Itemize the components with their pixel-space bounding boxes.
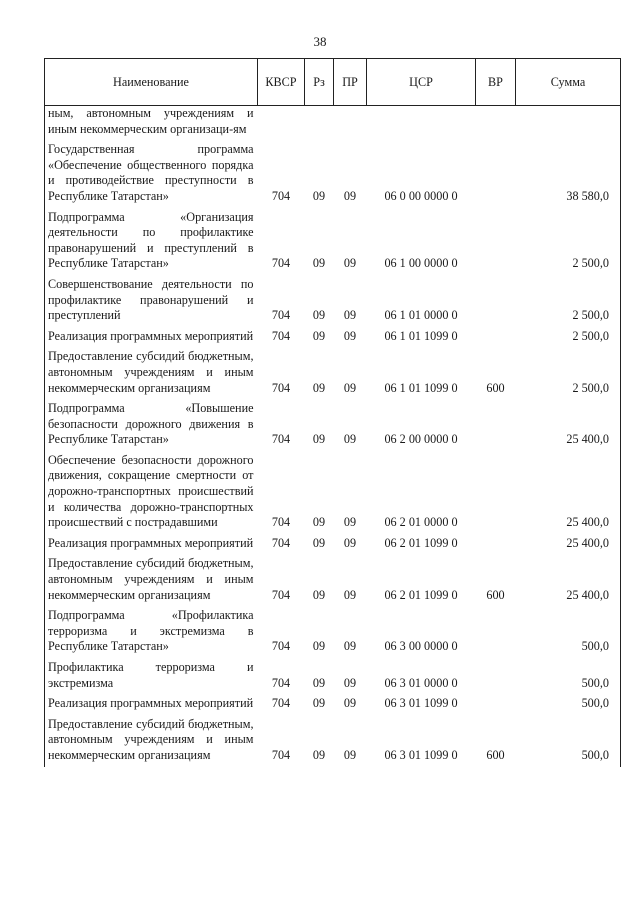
row-pr: 09 (343, 308, 357, 323)
row-kvsr: 704 (271, 188, 291, 203)
header-csr: ЦСР (367, 59, 476, 106)
header-sum: Сумма (516, 59, 621, 106)
table-row (45, 554, 621, 606)
header-vr: ВР (476, 59, 516, 106)
row-rz: 09 (312, 587, 326, 602)
row-rz: 09 (312, 696, 326, 711)
row-pr: 09 (343, 328, 357, 343)
row-pr: 09 (343, 696, 357, 711)
row-rz: 09 (312, 675, 326, 690)
table-row (45, 606, 621, 658)
header-pr: ПР (334, 59, 367, 106)
row-csr (367, 106, 476, 141)
table-row (45, 399, 621, 451)
row-rz: 09 (312, 328, 326, 343)
row-csr: 06 2 01 1099 0 (384, 587, 458, 602)
row-vr (476, 140, 516, 207)
table-header (45, 59, 621, 106)
row-vr (476, 534, 516, 555)
row-csr: 06 2 00 0000 0 (384, 432, 458, 447)
row-pr: 09 (343, 188, 357, 203)
row-sum: 25 400,0 (516, 554, 621, 606)
row-kvsr: 704 (271, 308, 291, 323)
row-csr: 06 1 01 1099 0 (384, 380, 458, 395)
table-body (45, 106, 621, 767)
row-kvsr: 704 (271, 515, 291, 530)
row-csr: 06 3 00 0000 0 (384, 639, 458, 654)
table-row (45, 534, 621, 555)
row-rz: 09 (312, 515, 326, 530)
row-name: Реализация программных мероприятий (45, 534, 258, 555)
row-kvsr: 704 (271, 639, 291, 654)
row-vr (476, 451, 516, 534)
row-pr: 09 (343, 747, 357, 762)
row-vr (476, 275, 516, 327)
row-vr (476, 694, 516, 715)
row-pr: 09 (343, 535, 357, 550)
row-sum: 25 400,0 (516, 399, 621, 451)
row-sum: 25 400,0 (516, 534, 621, 555)
row-kvsr: 704 (271, 432, 291, 447)
row-vr (476, 658, 516, 694)
row-pr: 09 (343, 256, 357, 271)
table-row (45, 106, 621, 141)
budget-table (44, 58, 621, 767)
table-row (45, 275, 621, 327)
row-name: Предоставление субсидий бюджетным, автономным учреждениям и иным некоммерческим организациям (45, 347, 258, 399)
row-csr: 06 1 00 0000 0 (384, 256, 458, 271)
page-number: 38 (313, 34, 327, 49)
row-sum: 2 500,0 (516, 327, 621, 348)
row-kvsr: 704 (271, 587, 291, 602)
row-csr: 06 0 00 0000 0 (384, 188, 458, 203)
table-row (45, 658, 621, 694)
row-sum: 25 400,0 (516, 451, 621, 534)
table-row (45, 451, 621, 534)
row-name: ным, автономным учреждениям и иным некоммерческим организаци-ям (45, 106, 258, 141)
row-vr (476, 399, 516, 451)
row-sum: 38 580,0 (516, 140, 621, 207)
table-row (45, 347, 621, 399)
row-kvsr: 704 (271, 696, 291, 711)
row-sum: 500,0 (516, 658, 621, 694)
row-name: Реализация программных мероприятий (45, 327, 258, 348)
table-row (45, 327, 621, 348)
row-pr: 09 (343, 639, 357, 654)
row-pr: 09 (343, 515, 357, 530)
row-sum (516, 106, 621, 141)
row-name: Государственная программа «Обеспечение общественного порядка и противодействие преступности в Республике Татарстан» (45, 140, 258, 207)
row-pr: 09 (343, 675, 357, 690)
table-row (45, 208, 621, 275)
table-row (45, 140, 621, 207)
row-sum: 500,0 (516, 715, 621, 767)
row-rz (305, 106, 334, 141)
header-kvsr: КВСР (258, 59, 305, 106)
row-sum: 500,0 (516, 694, 621, 715)
row-sum: 2 500,0 (516, 275, 621, 327)
row-sum: 500,0 (516, 606, 621, 658)
row-kvsr: 704 (271, 380, 291, 395)
row-vr (476, 208, 516, 275)
row-name: Предоставление субсидий бюджетным, автономным учреждениям и иным некоммерческим организациям (45, 554, 258, 606)
row-kvsr: 704 (271, 747, 291, 762)
row-vr: 600 (486, 747, 505, 762)
row-vr (476, 327, 516, 348)
row-kvsr: 704 (271, 256, 291, 271)
row-rz: 09 (312, 380, 326, 395)
table-row (45, 715, 621, 767)
row-name: Обеспечение безопасности дорожного движения, сокращение смертности от дорожно-транспортных происшествий и количества дорожно-транспортных происшествий с пострадавшими (45, 451, 258, 534)
row-csr: 06 1 01 1099 0 (384, 328, 458, 343)
row-pr: 09 (343, 380, 357, 395)
row-csr: 06 3 01 1099 0 (384, 747, 458, 762)
row-vr (476, 606, 516, 658)
row-rz: 09 (312, 535, 326, 550)
header-rz: Рз (305, 59, 334, 106)
row-kvsr: 704 (271, 535, 291, 550)
row-csr: 06 2 01 0000 0 (384, 515, 458, 530)
row-pr: 09 (343, 432, 357, 447)
row-name: Реализация программных мероприятий (45, 694, 258, 715)
row-name: Подпрограмма «Повышение безопасности дорожного движения в Республике Татарстан» (45, 399, 258, 451)
row-pr: 09 (343, 587, 357, 602)
row-vr (476, 106, 516, 141)
row-vr: 600 (486, 587, 505, 602)
row-name: Совершенствование деятельности по профилактике правонарушений и преступлений (45, 275, 258, 327)
row-rz: 09 (312, 256, 326, 271)
row-csr: 06 3 01 0000 0 (384, 675, 458, 690)
row-rz: 09 (312, 639, 326, 654)
row-name: Профилактика терроризма и экстремизма (45, 658, 258, 694)
header-name: Наименование (45, 59, 258, 106)
row-sum: 2 500,0 (516, 208, 621, 275)
row-sum: 2 500,0 (516, 347, 621, 399)
row-vr: 600 (486, 380, 505, 395)
row-name: Подпрограмма «Организация деятельности по профилактике правонарушений и преступлений в Республике Татарстан» (45, 208, 258, 275)
row-pr (334, 106, 367, 141)
row-csr: 06 2 01 1099 0 (384, 535, 458, 550)
row-csr: 06 3 01 1099 0 (384, 696, 458, 711)
row-name: Подпрограмма «Профилактика терроризма и экстремизма в Республике Татарстан» (45, 606, 258, 658)
row-csr: 06 1 01 0000 0 (384, 308, 458, 323)
row-kvsr: 704 (271, 675, 291, 690)
row-rz: 09 (312, 432, 326, 447)
row-rz: 09 (312, 747, 326, 762)
table-row (45, 694, 621, 715)
row-name: Предоставление субсидий бюджетным, автономным учреждениям и иным некоммерческим организациям (45, 715, 258, 767)
row-kvsr: 704 (271, 328, 291, 343)
row-kvsr (258, 106, 305, 141)
row-rz: 09 (312, 188, 326, 203)
row-rz: 09 (312, 308, 326, 323)
